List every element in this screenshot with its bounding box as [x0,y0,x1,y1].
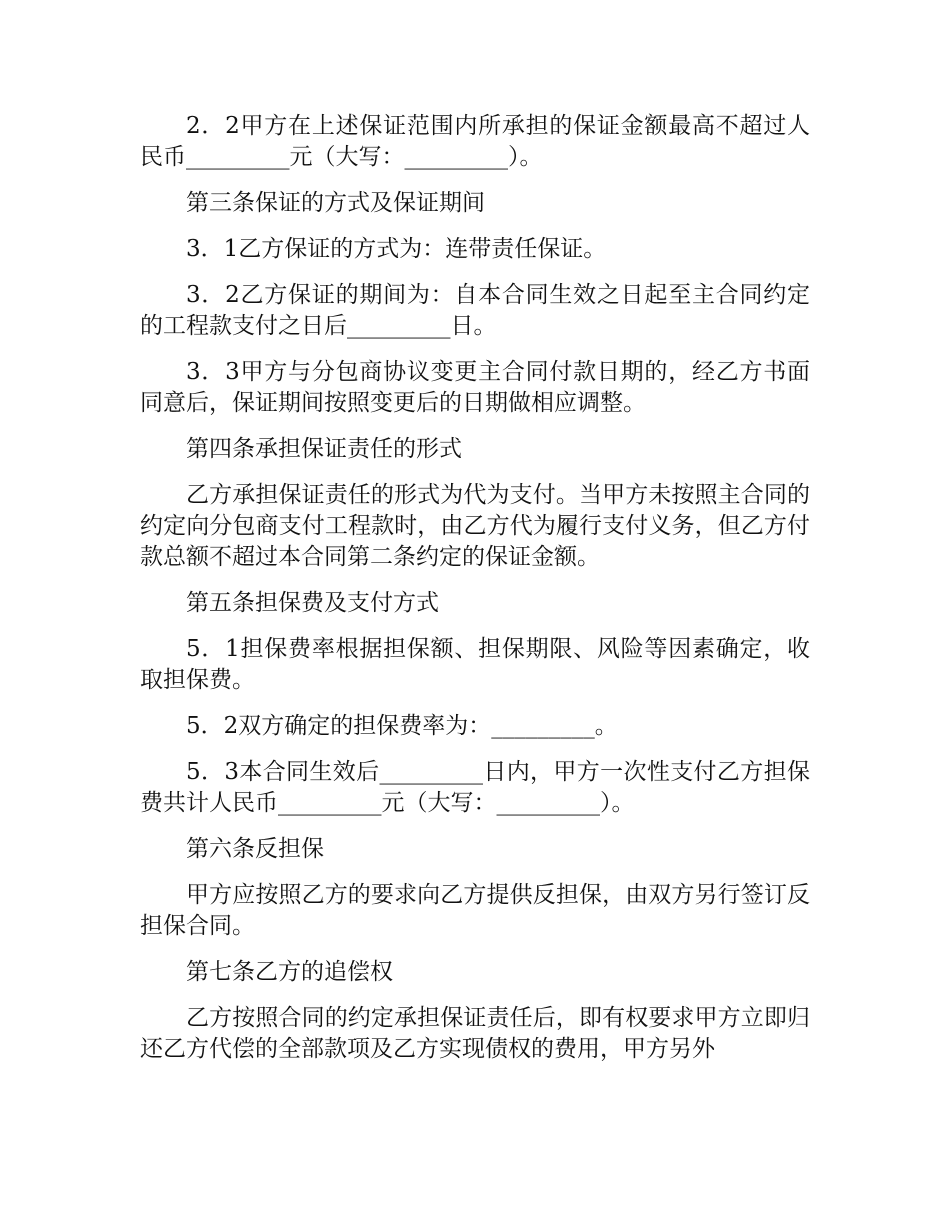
clause-5-2: 5．2双方确定的担保费率为：_________。 [186,713,618,739]
article-4-heading: 第四条承担保证责任的形式 [186,436,462,462]
article-5-heading: 第五条担保费及支付方式 [186,590,439,616]
clause-5-1: 5．1担保费率根据担保额、担保期限、风险等因素确定，收取担保费。 [140,636,810,693]
article-7-heading: 第七条乙方的追偿权 [186,959,393,985]
article-3-heading: 第三条保证的方式及保证期间 [186,190,485,216]
clause-2-2: 2．2甲方在上述保证范围内所承担的保证金额最高不超过人民币_________元（大写：_________）。 [140,113,810,170]
article-6-heading: 第六条反担保 [186,836,324,862]
clause-3-1: 3．1乙方保证的方式为：连带责任保证。 [186,236,607,262]
article-7-body: 乙方按照合同的约定承担保证责任后，即有权要求甲方立即归还乙方代偿的全部款项及乙方实现债权的费用，甲方另外 [140,1005,810,1062]
document-body [140,111,810,1065]
clause-3-2: 3．2乙方保证的期间为：自本合同生效之日起至主合同约定的工程款支付之日后_________日。 [140,282,810,339]
clause-5-3: 5．3本合同生效后_________日内，甲方一次性支付乙方担保费共计人民币_________元（大写：_________）。 [140,759,810,816]
article-6-body: 甲方应按照乙方的要求向乙方提供反担保，由双方另行签订反担保合同。 [140,882,810,939]
article-4-body: 乙方承担保证责任的形式为代为支付。当甲方未按照主合同的约定向分包商支付工程款时，由乙方代为履行支付义务，但乙方付款总额不超过本合同第二条约定的保证金额。 [140,482,810,570]
clause-3-3: 3．3甲方与分包商协议变更主合同付款日期的，经乙方书面同意后，保证期间按照变更后的日期做相应调整。 [140,359,810,416]
